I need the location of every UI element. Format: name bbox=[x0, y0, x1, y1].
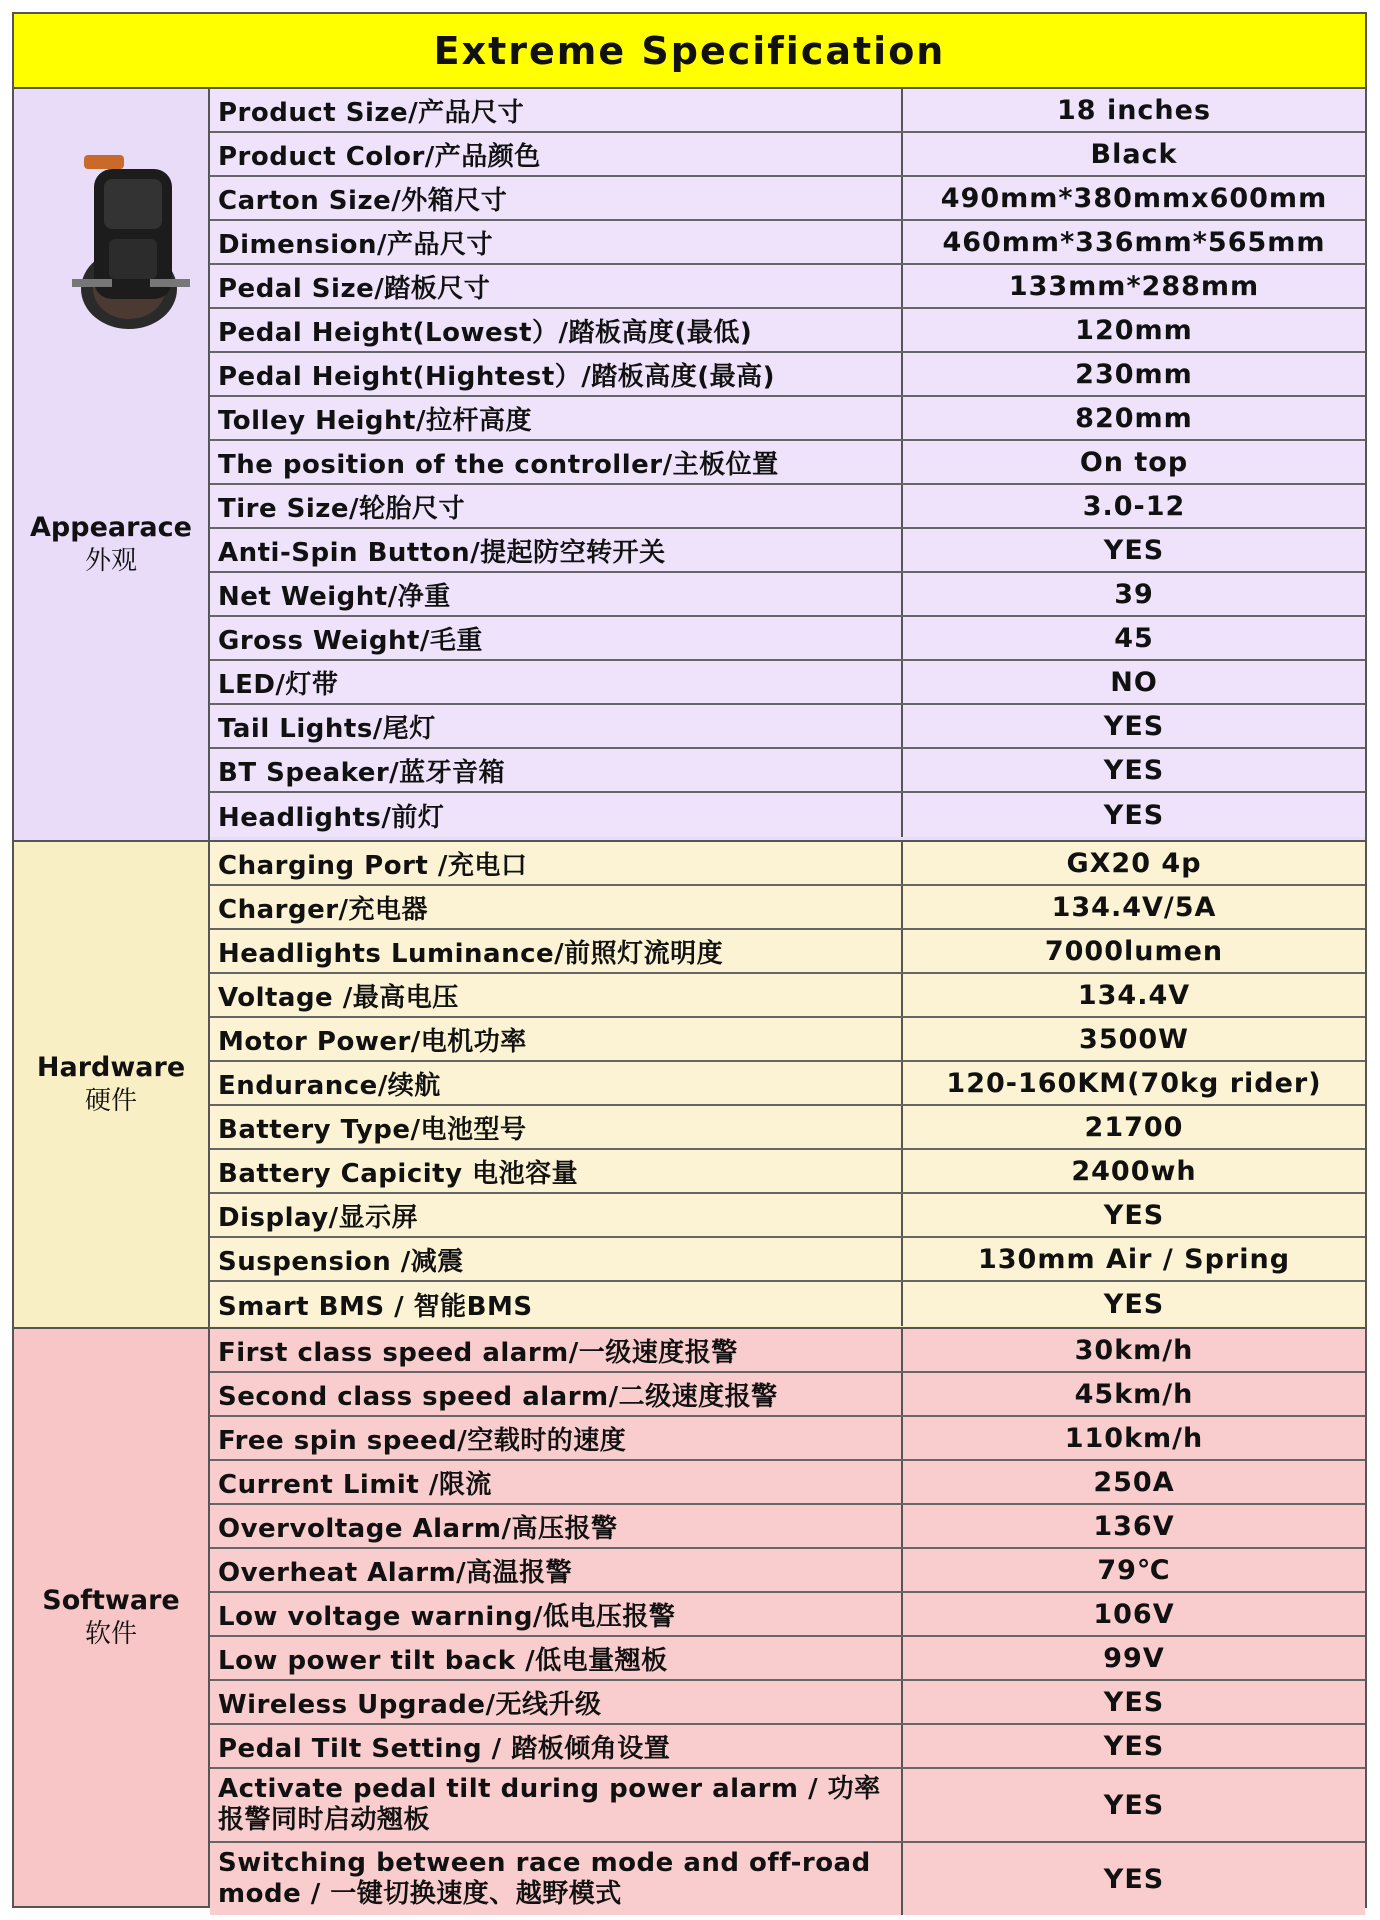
spec-row bbox=[210, 749, 1365, 793]
spec-name: First class speed alarm/一级速度报警 bbox=[210, 1329, 903, 1371]
spec-name: Anti-Spin Button/提起防空转开关 bbox=[210, 529, 903, 571]
section-label-en: Software bbox=[42, 1585, 180, 1617]
spec-row bbox=[210, 309, 1365, 353]
spec-name: Charger/充电器 bbox=[210, 886, 903, 928]
spec-row bbox=[210, 89, 1365, 133]
spec-name: BT Speaker/蓝牙音箱 bbox=[210, 749, 903, 791]
spec-value: 250A bbox=[1093, 1466, 1175, 1498]
page-title: Extreme Specification bbox=[14, 14, 1365, 89]
rows-appearance bbox=[210, 89, 1365, 840]
section-software bbox=[14, 1329, 1365, 1909]
spec-value: 30km/h bbox=[1074, 1334, 1194, 1366]
spec-value: YES bbox=[1103, 1863, 1165, 1895]
spec-name: Motor Power/电机功率 bbox=[210, 1018, 903, 1060]
spec-value: YES bbox=[1103, 1686, 1165, 1718]
spec-value: NO bbox=[1110, 666, 1158, 698]
spec-value: YES bbox=[1103, 1730, 1165, 1762]
spec-row bbox=[210, 1194, 1365, 1238]
spec-value: YES bbox=[1103, 1288, 1165, 1320]
spec-name: Low power tilt back /低电量翘板 bbox=[210, 1637, 903, 1679]
spec-value: 2400wh bbox=[1071, 1155, 1197, 1187]
spec-name: Second class speed alarm/二级速度报警 bbox=[210, 1373, 903, 1415]
unicycle-image bbox=[54, 149, 204, 329]
spec-value: 120-160KM(70kg rider) bbox=[946, 1067, 1322, 1099]
spec-value: 130mm Air / Spring bbox=[977, 1243, 1291, 1275]
spec-value: 134.4V/5A bbox=[1051, 891, 1217, 923]
spec-value: 99V bbox=[1103, 1642, 1165, 1674]
spec-name: Overheat Alarm/高温报警 bbox=[210, 1549, 903, 1591]
spec-value: 79℃ bbox=[1097, 1554, 1171, 1586]
spec-row bbox=[210, 1018, 1365, 1062]
spec-row bbox=[210, 1681, 1365, 1725]
spec-name: Suspension /减震 bbox=[210, 1238, 903, 1280]
rows-software bbox=[210, 1329, 1365, 1909]
spec-row bbox=[210, 705, 1365, 749]
spec-row bbox=[210, 1505, 1365, 1549]
spec-row bbox=[210, 1593, 1365, 1637]
section-label-appearance bbox=[14, 89, 210, 840]
section-label-cn: 硬件 bbox=[84, 1086, 137, 1117]
section-appearance bbox=[14, 89, 1365, 842]
spec-name: The position of the controller/主板位置 bbox=[210, 441, 903, 483]
spec-name: Product Size/产品尺寸 bbox=[210, 89, 903, 131]
spec-name: Activate pedal tilt during power alarm / 功率报警同时启动翘板 bbox=[210, 1769, 903, 1841]
spec-value: 230mm bbox=[1075, 358, 1193, 390]
spec-value: YES bbox=[1103, 754, 1165, 786]
spec-sheet bbox=[12, 12, 1367, 1908]
spec-value: 820mm bbox=[1075, 402, 1193, 434]
spec-value: 3.0-12 bbox=[1082, 490, 1186, 522]
spec-value: 120mm bbox=[1075, 314, 1193, 346]
spec-name: Carton Size/外箱尺寸 bbox=[210, 177, 903, 219]
spec-row bbox=[210, 1549, 1365, 1593]
spec-row bbox=[210, 1329, 1365, 1373]
spec-row bbox=[210, 133, 1365, 177]
spec-name: Free spin speed/空载时的速度 bbox=[210, 1417, 903, 1459]
spec-value: 39 bbox=[1114, 578, 1154, 610]
spec-name: Net Weight/净重 bbox=[210, 573, 903, 615]
spec-row bbox=[210, 1725, 1365, 1769]
spec-name: Dimension/产品尺寸 bbox=[210, 221, 903, 263]
spec-row bbox=[210, 1062, 1365, 1106]
section-label-hardware bbox=[14, 842, 210, 1327]
spec-value: YES bbox=[1103, 710, 1165, 742]
spec-name: Display/显示屏 bbox=[210, 1194, 903, 1236]
spec-value: 110km/h bbox=[1064, 1422, 1204, 1454]
spec-row bbox=[210, 265, 1365, 309]
spec-name: Pedal Size/踏板尺寸 bbox=[210, 265, 903, 307]
spec-name: Endurance/续航 bbox=[210, 1062, 903, 1104]
spec-row bbox=[210, 1150, 1365, 1194]
spec-row bbox=[210, 793, 1365, 837]
spec-name: Headlights Luminance/前照灯流明度 bbox=[210, 930, 903, 972]
spec-name: Low voltage warning/低电压报警 bbox=[210, 1593, 903, 1635]
spec-name: Battery Capicity 电池容量 bbox=[210, 1150, 903, 1192]
section-label-en: Hardware bbox=[36, 1052, 186, 1084]
spec-name: Charging Port /充电口 bbox=[210, 842, 903, 884]
spec-row bbox=[210, 1373, 1365, 1417]
spec-name: Tail Lights/尾灯 bbox=[210, 705, 903, 747]
spec-row bbox=[210, 485, 1365, 529]
spec-name: Switching between race mode and off-road mode / 一键切换速度、越野模式 bbox=[210, 1843, 903, 1915]
spec-name: Wireless Upgrade/无线升级 bbox=[210, 1681, 903, 1723]
spec-value: 3500W bbox=[1079, 1023, 1189, 1055]
spec-row bbox=[210, 1106, 1365, 1150]
spec-row bbox=[210, 441, 1365, 485]
spec-value: 18 inches bbox=[1056, 94, 1212, 126]
spec-name: LED/灯带 bbox=[210, 661, 903, 703]
spec-row bbox=[210, 573, 1365, 617]
spec-row bbox=[210, 886, 1365, 930]
section-label-cn: 外观 bbox=[84, 546, 137, 577]
spec-name: Gross Weight/毛重 bbox=[210, 617, 903, 659]
section-label-en: Appearace bbox=[30, 512, 192, 544]
spec-row bbox=[210, 1637, 1365, 1681]
spec-name: Current Limit /限流 bbox=[210, 1461, 903, 1503]
spec-name: Overvoltage Alarm/高压报警 bbox=[210, 1505, 903, 1547]
section-label-software bbox=[14, 1329, 210, 1906]
spec-name: Tire Size/轮胎尺寸 bbox=[210, 485, 903, 527]
spec-row bbox=[210, 1282, 1365, 1326]
spec-row bbox=[210, 1461, 1365, 1505]
spec-value: GX20 4p bbox=[1066, 847, 1202, 879]
spec-value: 21700 bbox=[1084, 1111, 1184, 1143]
spec-name: Headlights/前灯 bbox=[210, 793, 903, 837]
spec-name: Voltage /最高电压 bbox=[210, 974, 903, 1016]
spec-name: Product Color/产品颜色 bbox=[210, 133, 903, 175]
spec-row bbox=[210, 974, 1365, 1018]
spec-row bbox=[210, 930, 1365, 974]
spec-name: Pedal Height(Hightest）/踏板高度(最高) bbox=[210, 353, 903, 395]
spec-value: 45 bbox=[1114, 622, 1154, 654]
spec-row bbox=[210, 661, 1365, 705]
spec-name: Pedal Height(Lowest）/踏板高度(最低) bbox=[210, 309, 903, 351]
spec-value: 134.4V bbox=[1077, 979, 1191, 1011]
spec-row bbox=[210, 353, 1365, 397]
spec-row bbox=[210, 397, 1365, 441]
spec-row bbox=[210, 1843, 1365, 1915]
spec-row bbox=[210, 842, 1365, 886]
spec-value: YES bbox=[1103, 534, 1165, 566]
spec-row bbox=[210, 617, 1365, 661]
spec-row bbox=[210, 529, 1365, 573]
spec-name: Smart BMS / 智能BMS bbox=[210, 1282, 903, 1326]
spec-name: Pedal Tilt Setting / 踏板倾角设置 bbox=[210, 1725, 903, 1767]
section-hardware bbox=[14, 842, 1365, 1329]
spec-value: 7000lumen bbox=[1044, 935, 1224, 967]
spec-value: YES bbox=[1103, 799, 1165, 831]
spec-value: Black bbox=[1090, 138, 1178, 170]
spec-value: YES bbox=[1103, 1789, 1165, 1821]
spec-value: YES bbox=[1103, 1199, 1165, 1231]
spec-row bbox=[210, 221, 1365, 265]
spec-name: Tolley Height/拉杆高度 bbox=[210, 397, 903, 439]
spec-value: 133mm*288mm bbox=[1008, 270, 1260, 302]
section-label-cn: 软件 bbox=[84, 1619, 137, 1650]
spec-value: 45km/h bbox=[1074, 1378, 1194, 1410]
spec-value: 490mm*380mmx600mm bbox=[940, 182, 1328, 214]
spec-row bbox=[210, 1417, 1365, 1461]
spec-value: 136V bbox=[1093, 1510, 1175, 1542]
spec-row bbox=[210, 1769, 1365, 1843]
spec-name: Battery Type/电池型号 bbox=[210, 1106, 903, 1148]
spec-value: On top bbox=[1079, 446, 1189, 478]
spec-row bbox=[210, 1238, 1365, 1282]
spec-value: 106V bbox=[1093, 1598, 1175, 1630]
rows-hardware bbox=[210, 842, 1365, 1327]
spec-value: 460mm*336mm*565mm bbox=[942, 226, 1326, 258]
spec-row bbox=[210, 177, 1365, 221]
